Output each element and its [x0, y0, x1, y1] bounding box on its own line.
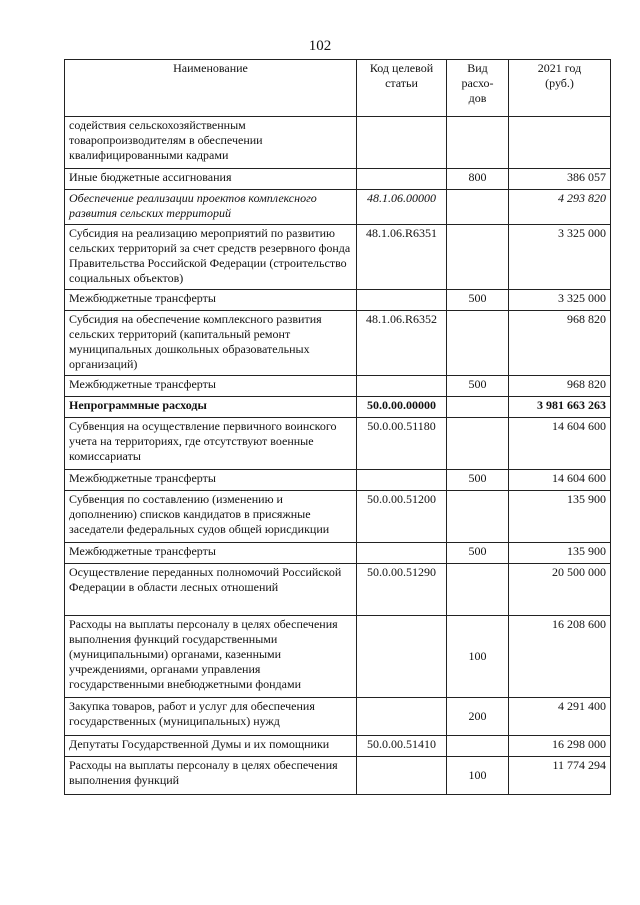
row-kind	[447, 397, 509, 418]
row-code: 50.0.00.51290	[357, 564, 447, 616]
row-sum: 968 820	[509, 311, 611, 376]
row-sum: 3 325 000	[509, 225, 611, 290]
table-row	[65, 757, 611, 795]
row-name: Расходы на выплаты персоналу в целях обеспечения выполнения функций	[65, 757, 357, 795]
header-kind-line3: дов	[468, 91, 487, 105]
row-sum: 11 774 294	[509, 757, 611, 795]
row-kind	[447, 190, 509, 225]
header-sum-line2: (руб.)	[545, 76, 574, 90]
row-code	[357, 470, 447, 491]
table-row	[65, 616, 611, 698]
row-name: Депутаты Государственной Думы и их помощники	[65, 736, 357, 757]
header-code-line1: Код целевой	[369, 61, 434, 75]
row-code	[357, 543, 447, 564]
row-code	[357, 616, 447, 698]
row-kind: 500	[447, 543, 509, 564]
table-row	[65, 491, 611, 543]
row-sum: 968 820	[509, 376, 611, 397]
row-sum: 4 291 400	[509, 698, 611, 736]
row-name: Осуществление переданных полномочий Российской Федерации в области лесных отношений	[65, 564, 357, 616]
row-sum: 4 293 820	[509, 190, 611, 225]
row-kind	[447, 225, 509, 290]
row-kind	[447, 564, 509, 616]
row-code	[357, 698, 447, 736]
row-name: Межбюджетные трансферты	[65, 543, 357, 564]
header-code-line2: статьи	[385, 76, 418, 90]
row-sum: 16 298 000	[509, 736, 611, 757]
row-sum: 14 604 600	[509, 418, 611, 470]
header-kind-line1: Вид	[467, 61, 488, 75]
header-code	[357, 60, 447, 117]
row-code	[357, 117, 447, 169]
row-kind	[447, 311, 509, 376]
row-kind: 100	[447, 757, 509, 795]
row-name: Субсидия на реализацию мероприятий по развитию сельских территорий за счет средств резервного фонда Правительства Российской Федерации (строительство социальных объектов)	[65, 225, 357, 290]
row-sum: 16 208 600	[509, 616, 611, 698]
budget-table	[64, 59, 611, 795]
row-code: 50.0.00.51410	[357, 736, 447, 757]
row-name: Обеспечение реализации проектов комплексного развития сельских территорий	[65, 190, 357, 225]
row-sum	[509, 117, 611, 169]
row-code	[357, 290, 447, 311]
table-row	[65, 564, 611, 616]
row-code	[357, 169, 447, 190]
table-row	[65, 736, 611, 757]
header-kind-line2: расхо-	[461, 76, 494, 90]
header-sum-line1: 2021 год	[537, 61, 582, 75]
row-sum: 135 900	[509, 491, 611, 543]
row-kind: 800	[447, 169, 509, 190]
table-row	[65, 418, 611, 470]
row-code: 48.1.06.R6351	[357, 225, 447, 290]
table-row	[65, 397, 611, 418]
row-code: 50.0.00.51200	[357, 491, 447, 543]
table-row	[65, 290, 611, 311]
row-sum: 3 981 663 263	[509, 397, 611, 418]
table-row	[65, 190, 611, 225]
header-sum	[509, 60, 611, 117]
row-kind: 500	[447, 376, 509, 397]
row-sum: 386 057	[509, 169, 611, 190]
row-code	[357, 376, 447, 397]
row-kind: 100	[447, 616, 509, 698]
table-row	[65, 470, 611, 491]
row-sum: 20 500 000	[509, 564, 611, 616]
table-row	[65, 376, 611, 397]
table-row	[65, 117, 611, 169]
row-sum: 135 900	[509, 543, 611, 564]
row-sum: 3 325 000	[509, 290, 611, 311]
table-row	[65, 543, 611, 564]
row-kind	[447, 418, 509, 470]
row-kind	[447, 491, 509, 543]
row-kind: 200	[447, 698, 509, 736]
row-name: Межбюджетные трансферты	[65, 376, 357, 397]
row-code: 50.0.00.00000	[357, 397, 447, 418]
table-row	[65, 225, 611, 290]
header-name: Наименование	[65, 60, 357, 117]
table-row	[65, 311, 611, 376]
row-kind: 500	[447, 290, 509, 311]
row-sum: 14 604 600	[509, 470, 611, 491]
table-row	[65, 169, 611, 190]
row-name: Иные бюджетные ассигнования	[65, 169, 357, 190]
row-kind	[447, 736, 509, 757]
row-code: 48.1.06.R6352	[357, 311, 447, 376]
table-row	[65, 698, 611, 736]
row-code	[357, 757, 447, 795]
row-name: Закупка товаров, работ и услуг для обеспечения государственных (муниципальных) нужд	[65, 698, 357, 736]
row-name: Субсидия на обеспечение комплексного развития сельских территорий (капитальный ремонт муниципальных дошкольных образовательных организаций)	[65, 311, 357, 376]
table-header-row	[65, 60, 611, 117]
row-name: Непрограммные расходы	[65, 397, 357, 418]
row-name: Межбюджетные трансферты	[65, 290, 357, 311]
page-number: 102	[308, 38, 332, 54]
row-name: Субвенция на осуществление первичного воинского учета на территориях, где отсутствуют военные комиссариаты	[65, 418, 357, 470]
row-name: Субвенция по составлению (изменению и дополнению) списков кандидатов в присяжные заседатели федеральных судов общей юрисдикции	[65, 491, 357, 543]
row-code: 48.1.06.00000	[357, 190, 447, 225]
row-code: 50.0.00.51180	[357, 418, 447, 470]
row-name: содействия сельскохозяйственным товаропроизводителям в обеспечении квалифицированными кадрами	[65, 117, 357, 169]
header-kind	[447, 60, 509, 117]
row-kind	[447, 117, 509, 169]
row-name: Межбюджетные трансферты	[65, 470, 357, 491]
row-name: Расходы на выплаты персоналу в целях обеспечения выполнения функций государственными (муниципальными) органами, казенными учреждениями, органами управления государственными внебюджетными фондами	[65, 616, 357, 698]
row-kind: 500	[447, 470, 509, 491]
